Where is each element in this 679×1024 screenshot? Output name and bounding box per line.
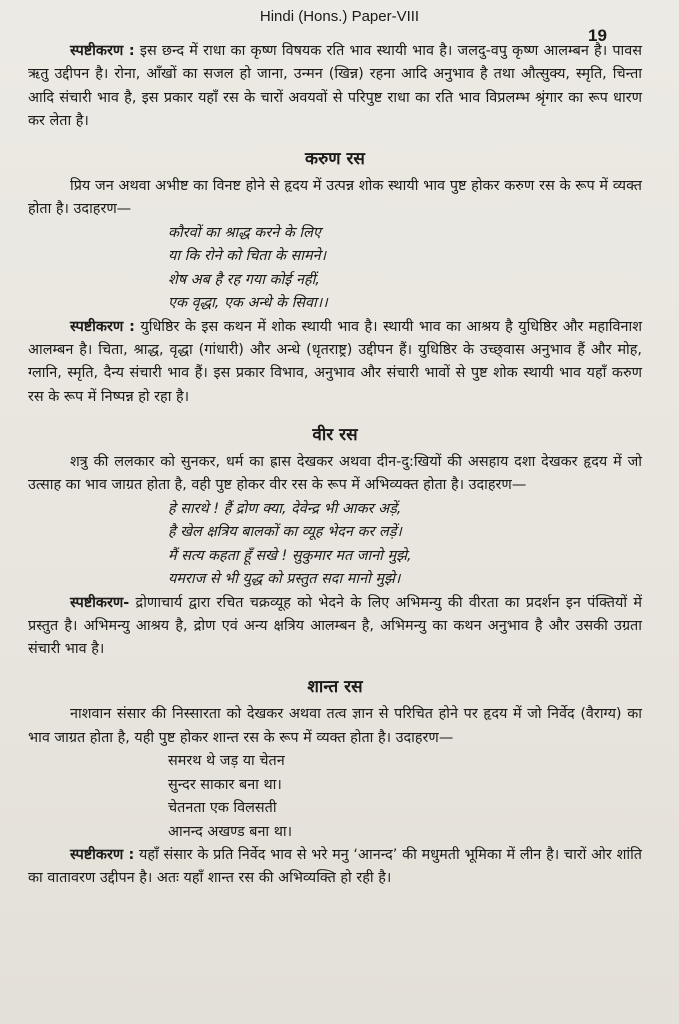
poem-line: हे सारथे ! हैं द्रोण क्या, देवेन्द्र भी आकर अड़ें, [168,500,402,517]
intro-paragraph: शत्रु की ललकार को सुनकर, धर्म का ह्रास देखकर अथवा दीन-दु:खियों की असहाय दशा देखकर हृदय में जो उत्साह का भाव जाग्रत होता है, वही पुष्ट होकर वीर रस के रूप में अभिव्यक्त होता है। उदाहरण— [28,453,642,494]
poem-line: चेतनता एक विलसती [168,800,277,817]
poem-line: मैं सत्य कहता हूँ सखे ! सुकुमार मत जानो मुझे, [168,547,412,564]
explanation-label: स्पष्टीकरण- [70,594,130,611]
explanation-paragraph [28,844,642,891]
explanation-label: स्पष्टीकरण : [70,43,135,59]
explanation-paragraph [28,40,642,133]
explanation-text: द्रोणाचार्य द्वारा रचित चक्रव्यूह को भेदने के लिए अभिमन्यु की वीरता का प्रदर्शन इन पंक्तियों में प्रस्तुत है। अभिमन्यु आश्रय है, द्रोण एवं अन्य क्षत्रिय आलम्बन है, अभिमन्यु का कथन अनुभाव है और उसकी उग्रता संचारी भाव है। [28,594,642,658]
poem-line: या कि रोने को चिता के सामने। [168,248,327,265]
poem-line: शेष अब है रह गया कोई नहीं, [168,271,320,288]
section-heading: वीर रस [312,424,358,445]
explanation-label: स्पष्टीकरण : [70,318,135,335]
running-header: Hindi (Hons.) Paper-VIII [259,8,420,25]
intro-paragraph: प्रिय जन अथवा अभीष्ट का विनष्ट होने से हृदय में उत्पन्न शोक स्थायी भाव पुष्ट होकर करुण रस के रूप में व्यक्त होता है। उदाहरण— [28,178,642,218]
explanation-paragraph [28,316,642,409]
poem-example [168,222,642,316]
intro-paragraph: नाशवान संसार की निस्सारता को देखकर अथवा तत्व ज्ञान से परिचित होने पर हृदय में जो निर्वेद (वैराग्य) का भाव जाग्रत होता है, यही पुष्ट होकर शान्त रस के रूप में व्यक्त होता है। उदाहरण— [28,706,642,746]
poem-line: सुन्दर साकार बना था। [168,776,282,793]
poem-example [168,750,642,844]
explanation-text: यहाँ संसार के प्रति निर्वेद भाव से भरे मनु ‘आनन्द’ की मधुमती भूमिका में लीन है। चारों ओर शांति का वातावरण उद्दीपन है। अतः यहाँ शान्त रस की अभिव्यक्ति हो रही है। [28,847,643,887]
poem-line: कौरवों का श्राद्ध करने के लिए [168,224,321,241]
explanation-paragraph [28,592,642,662]
poem-line: यमराज से भी युद्ध को प्रस्तुत सदा मानो मुझे। [168,571,401,588]
poem-line: एक वृद्धा, एक अन्धे के सिवा।। [168,295,328,312]
explanation-label: स्पष्टीकरण : [70,847,135,864]
explanation-text: इस छन्द में राधा का कृष्ण विषयक रति भाव स्थायी भाव है। जलदु-वपु कृष्ण आलम्बन है। पावस ऋतु उद्दीपन है। रोना, आँखों का सजल हो जाना, उन्मन (खिन्न) रहना आदि अनुभाव है तथा औत्सुक्य, स्मृति, चिन्ता आदि संचारी भाव है, इस प्रकार यहाँ रस के चारों अवयवों से परिपुष्ट राधा का रति भाव विप्रलम्भ श्रृंगार का रूप धारण कर लेता है। [28,43,642,129]
section-heading: शान्त रस [307,677,363,698]
section-heading: करुण रस [305,149,365,170]
page-body [28,40,642,891]
poem-line: है खेल क्षत्रिय बालकों का व्यूह भेदन कर लड़ें। [168,524,402,541]
explanation-text: युधिष्ठिर के इस कथन में शोक स्थायी भाव है। स्थायी भाव का आश्रय है युधिष्ठिर और महाविनाश आलम्बन है। चिता, श्राद्ध, वृद्धा (गांधारी) और अन्धे (धृतराष्ट्र) उद्दीपन हैं। युधिष्ठिर के उच्छ्‌वास अनुभाव हैं और मोह, ग्लानि, स्मृति, दैन्य संचारी भाव हैं। इस प्रकार विभाव, अनुभाव और संचारी भावों से पुष्ट शोक स्थायी भाव यहाँ करुण रस के रूप में निष्पन्न हो रहा है। [28,318,642,405]
poem-line: समरथ थे जड़ या चेतन [168,753,285,770]
page-number: 19 [588,26,607,45]
poem-line: आनन्द अखण्ड बना था। [168,823,293,840]
poem-example [168,498,642,592]
